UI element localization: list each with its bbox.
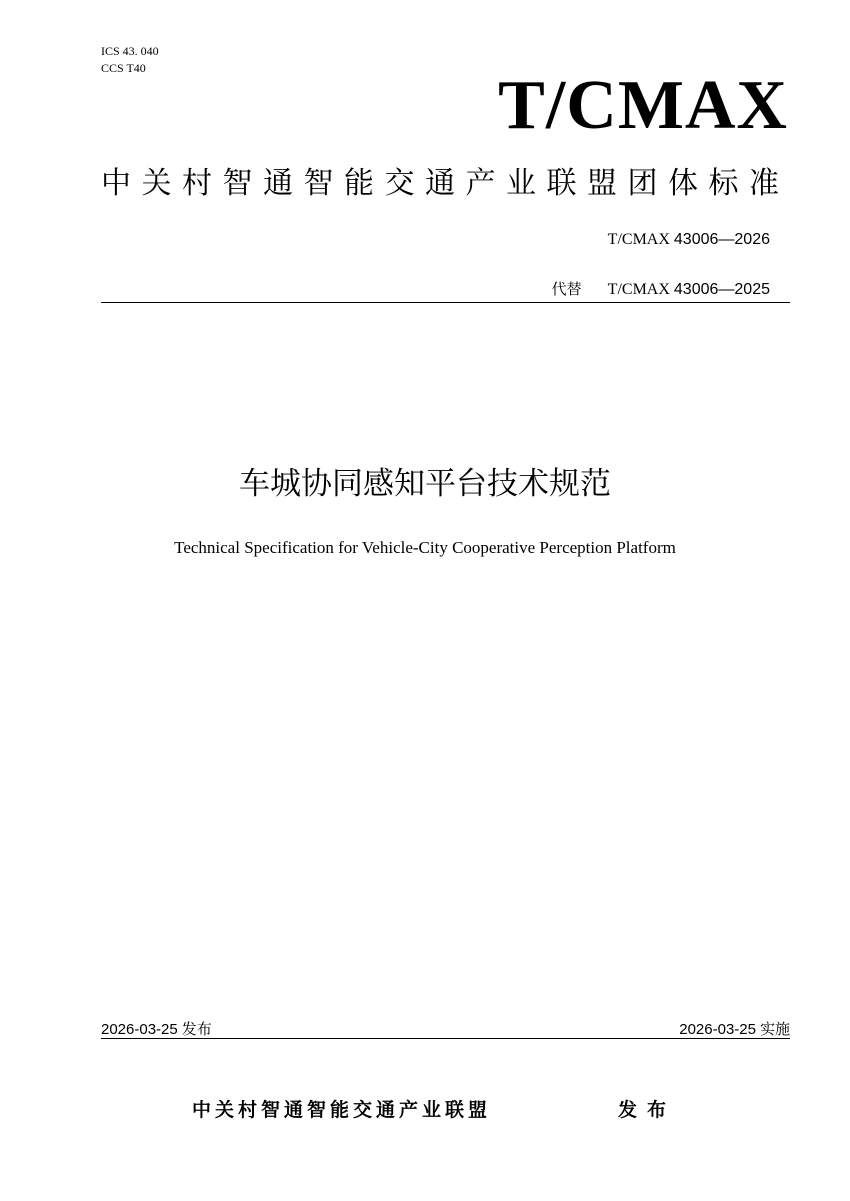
- classification-codes: [101, 43, 159, 77]
- ccs-code: CCS T40: [101, 61, 146, 75]
- publisher-publish-word: 发布: [618, 1099, 677, 1121]
- publish-label: 发布: [181, 1020, 212, 1038]
- replaces-label: 代替: [551, 280, 582, 298]
- standard-number: [608, 231, 770, 249]
- footer-divider: [101, 1038, 790, 1039]
- standard-code: 43006—2026: [673, 231, 770, 248]
- header-divider: [101, 302, 790, 303]
- document-title-chinese: 车城协同感知平台技术规范: [239, 466, 611, 502]
- ics-code: ICS 43. 040: [101, 44, 159, 58]
- implement-date-line: [679, 1018, 790, 1039]
- standard-prefix: T/CMAX: [607, 231, 670, 248]
- replaces-line: [552, 278, 770, 299]
- publisher-name: 中关村智通智能交通产业联盟: [192, 1099, 492, 1121]
- implement-date: 2026-03-25: [679, 1021, 756, 1038]
- organization-title: 中关村智通智能交通产业联盟团体标准: [101, 166, 790, 201]
- replaces-prefix: T/CMAX: [607, 281, 670, 298]
- publish-date-line: [101, 1018, 212, 1039]
- standard-logo: T/CMAX: [498, 67, 788, 144]
- publish-date: 2026-03-25: [101, 1021, 178, 1038]
- document-title-english: Technical Specification for Vehicle-City Cooperative Perception Platform: [174, 538, 676, 557]
- implement-label: 实施: [759, 1020, 790, 1038]
- replaces-code: 43006—2025: [673, 281, 770, 298]
